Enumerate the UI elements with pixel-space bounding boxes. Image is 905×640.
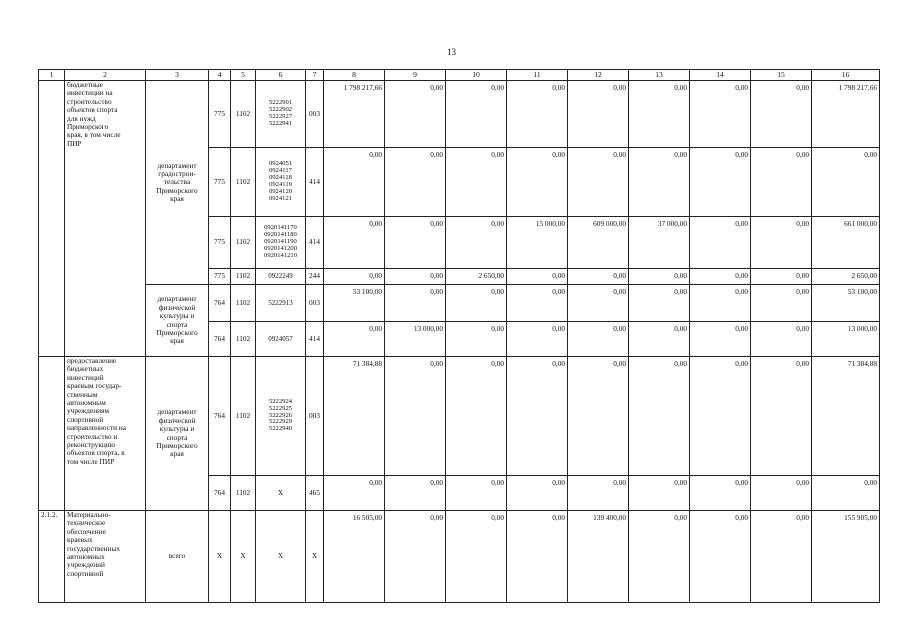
target-article-code: 5222924 5222925 5222926 5222929 5222940 [256, 357, 306, 476]
amount-cell: 0,00 [446, 322, 507, 357]
amount-cell: 0,00 [629, 81, 690, 148]
amount-cell: 155 905,00 [812, 511, 880, 603]
amount-cell: 0,00 [507, 148, 568, 217]
section-code: 1102 [231, 81, 256, 148]
amount-cell: 71 384,88 [324, 357, 385, 476]
amount-cell: 0,00 [446, 148, 507, 217]
amount-cell: 0,00 [812, 476, 880, 511]
amount-cell: 0,00 [751, 217, 812, 269]
amount-cell: 0,00 [751, 285, 812, 322]
section-code: 1102 [231, 476, 256, 511]
amount-cell: 0,00 [751, 357, 812, 476]
header-cell: 16 [812, 70, 880, 81]
amount-cell: 0,00 [446, 217, 507, 269]
amount-cell: 0,00 [446, 285, 507, 322]
section-description: бюджетные инвестиции на строительство объектов спорта для нужд Приморского края, в том числе ПИР [65, 81, 146, 357]
expense-type-code: 465 [306, 476, 324, 511]
amount-cell: 0,00 [629, 511, 690, 603]
amount-cell: 0,00 [690, 148, 751, 217]
target-article-code: X [256, 476, 306, 511]
ministry-code: 775 [209, 148, 231, 217]
amount-cell: 0,00 [568, 148, 629, 217]
expense-type-code: 414 [306, 148, 324, 217]
table-row [39, 357, 880, 476]
expense-type-code: 003 [306, 357, 324, 476]
header-cell: 1 [39, 70, 65, 81]
amount-cell: 0,00 [507, 322, 568, 357]
target-article-code: 0922249 [256, 269, 306, 285]
amount-cell: 0,00 [324, 476, 385, 511]
department-cell: департамент физической культуры и спорта Приморского края [146, 285, 209, 357]
target-article-code: X [256, 511, 306, 603]
amount-cell: 0,00 [568, 81, 629, 148]
amount-cell: 0,00 [568, 476, 629, 511]
header-cell: 4 [209, 70, 231, 81]
section-number [39, 81, 65, 357]
target-article-code: 5222901 5222902 5222927 5222941 [256, 81, 306, 148]
amount-cell: 37 000,00 [629, 217, 690, 269]
department-cell: всего [146, 511, 209, 603]
section-number [39, 357, 65, 511]
amount-cell: 0,00 [507, 269, 568, 285]
table-row [39, 285, 880, 322]
amount-cell: 0,00 [629, 322, 690, 357]
amount-cell: 0,00 [385, 217, 446, 269]
amount-cell: 0,00 [385, 269, 446, 285]
section-code: 1102 [231, 269, 256, 285]
header-cell: 15 [751, 70, 812, 81]
amount-cell: 0,00 [629, 476, 690, 511]
amount-cell: 71 384,88 [812, 357, 880, 476]
target-article-code: 0924057 [256, 322, 306, 357]
header-cell: 6 [256, 70, 306, 81]
amount-cell: 139 400,00 [568, 511, 629, 603]
amount-cell: 1 798 217,66 [324, 81, 385, 148]
amount-cell: 661 000,00 [812, 217, 880, 269]
ministry-code: 775 [209, 269, 231, 285]
amount-cell: 0,00 [385, 476, 446, 511]
header-cell: 10 [446, 70, 507, 81]
amount-cell: 0,00 [507, 357, 568, 476]
amount-cell: 0,00 [751, 511, 812, 603]
amount-cell: 0,00 [385, 357, 446, 476]
amount-cell: 0,00 [690, 269, 751, 285]
header-cell: 8 [324, 70, 385, 81]
ministry-code: X [209, 511, 231, 603]
ministry-code: 775 [209, 81, 231, 148]
amount-cell: 0,00 [629, 269, 690, 285]
table-body [39, 81, 880, 603]
target-article-code: 5222913 [256, 285, 306, 322]
amount-cell: 0,00 [690, 357, 751, 476]
amount-cell: 0,00 [324, 269, 385, 285]
header-cell: 5 [231, 70, 256, 81]
amount-cell: 0,00 [568, 285, 629, 322]
amount-cell: 0,00 [446, 511, 507, 603]
amount-cell: 0,00 [324, 322, 385, 357]
amount-cell: 0,00 [568, 269, 629, 285]
ministry-code: 764 [209, 357, 231, 476]
amount-cell: 0,00 [385, 511, 446, 603]
budget-table [38, 69, 880, 603]
expense-type-code: 003 [306, 81, 324, 148]
amount-cell: 0,00 [385, 285, 446, 322]
section-code: 1102 [231, 148, 256, 217]
header-cell: 3 [146, 70, 209, 81]
amount-cell: 2 650,00 [812, 269, 880, 285]
department-cell: департамент физической культуры и спорта Приморского края [146, 357, 209, 511]
table-row [39, 511, 880, 603]
header-cell: 13 [629, 70, 690, 81]
header-cell: 11 [507, 70, 568, 81]
expense-type-code: 244 [306, 269, 324, 285]
amount-cell: 53 100,00 [812, 285, 880, 322]
section-code: 1102 [231, 217, 256, 269]
amount-cell: 13 000,00 [385, 322, 446, 357]
section-description: Материально- техническое обеспечение краевых государственных автономных учреждений спортивной [65, 511, 146, 603]
amount-cell: 0,00 [812, 148, 880, 217]
amount-cell: 0,00 [446, 357, 507, 476]
header-cell: 7 [306, 70, 324, 81]
section-code: X [231, 511, 256, 603]
amount-cell: 0,00 [751, 476, 812, 511]
expense-type-code: X [306, 511, 324, 603]
header-cell: 14 [690, 70, 751, 81]
amount-cell: 0,00 [751, 269, 812, 285]
amount-cell: 0,00 [690, 217, 751, 269]
ministry-code: 775 [209, 217, 231, 269]
amount-cell: 0,00 [690, 476, 751, 511]
header-cell: 2 [65, 70, 146, 81]
ministry-code: 764 [209, 285, 231, 322]
amount-cell: 0,00 [690, 285, 751, 322]
amount-cell: 0,00 [629, 285, 690, 322]
amount-cell: 0,00 [385, 81, 446, 148]
amount-cell: 16 505,00 [324, 511, 385, 603]
amount-cell: 0,00 [507, 511, 568, 603]
section-code: 1102 [231, 285, 256, 322]
expense-type-code: 414 [306, 322, 324, 357]
amount-cell: 0,00 [629, 357, 690, 476]
amount-cell: 0,00 [690, 81, 751, 148]
amount-cell: 0,00 [446, 476, 507, 511]
amount-cell: 0,00 [324, 148, 385, 217]
amount-cell: 0,00 [507, 285, 568, 322]
target-article-code: 0920141170 0920141180 0920141190 0920141200 0920141210 [256, 217, 306, 269]
section-description: предоставление бюджетных инвестиций краевым государ- ственным автономным учреждениям спортивной направленности на строительство и реконструкцию объектов спорта, в том числе ПИР [65, 357, 146, 511]
page-number: 13 [447, 47, 456, 57]
amount-cell: 53 100,00 [324, 285, 385, 322]
section-code: 1102 [231, 322, 256, 357]
amount-cell: 0,00 [568, 357, 629, 476]
amount-cell: 609 000,00 [568, 217, 629, 269]
amount-cell: 0,00 [507, 81, 568, 148]
amount-cell: 15 000,00 [507, 217, 568, 269]
amount-cell: 0,00 [690, 322, 751, 357]
amount-cell: 0,00 [751, 148, 812, 217]
amount-cell: 0,00 [446, 81, 507, 148]
target-article-code: 0924051 0924117 0924118 0924119 0924120 0924121 [256, 148, 306, 217]
header-cell: 12 [568, 70, 629, 81]
table-row [39, 81, 880, 148]
ministry-code: 764 [209, 322, 231, 357]
amount-cell: 0,00 [568, 322, 629, 357]
table-header [39, 70, 880, 81]
amount-cell: 0,00 [751, 81, 812, 148]
amount-cell: 2 650,00 [446, 269, 507, 285]
amount-cell: 0,00 [751, 322, 812, 357]
amount-cell: 0,00 [324, 217, 385, 269]
amount-cell: 0,00 [385, 148, 446, 217]
department-cell: департамент градострои- тельства Приморского края [146, 81, 209, 285]
expense-type-code: 414 [306, 217, 324, 269]
section-code: 1102 [231, 357, 256, 476]
ministry-code: 764 [209, 476, 231, 511]
header-cell: 9 [385, 70, 446, 81]
section-number: 2.1.2. [39, 511, 65, 603]
expense-type-code: 003 [306, 285, 324, 322]
amount-cell: 0,00 [690, 511, 751, 603]
amount-cell: 13 000,00 [812, 322, 880, 357]
amount-cell: 1 798 217,66 [812, 81, 880, 148]
amount-cell: 0,00 [629, 148, 690, 217]
amount-cell: 0,00 [507, 476, 568, 511]
